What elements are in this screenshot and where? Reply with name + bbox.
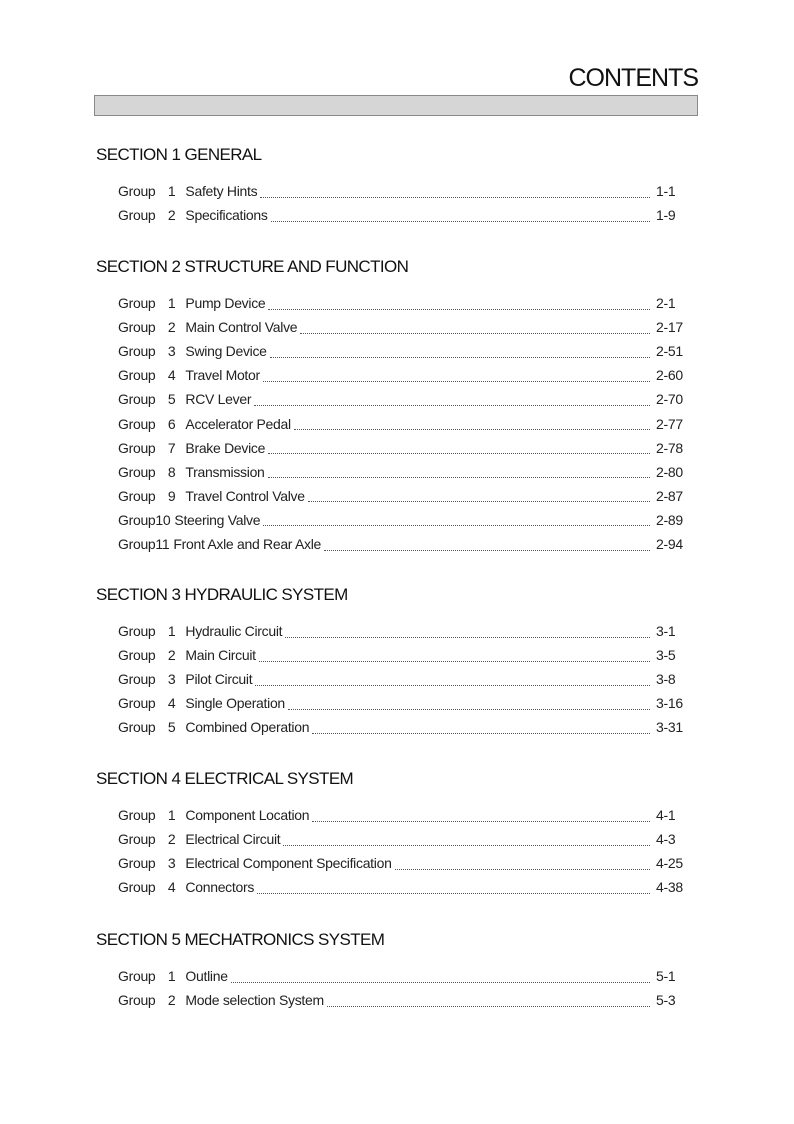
group-word: Group xyxy=(118,183,156,199)
dot-leader xyxy=(263,515,650,526)
page-number: 3-1 xyxy=(656,623,676,639)
toc-entry[interactable] xyxy=(118,391,684,411)
page-number: 4-1 xyxy=(656,807,676,823)
dot-leader xyxy=(327,996,650,1007)
toc-entry[interactable] xyxy=(118,295,684,315)
group-number: 8 xyxy=(167,463,176,480)
dot-leader xyxy=(263,371,650,382)
toc-entry[interactable] xyxy=(118,992,684,1012)
group-label xyxy=(118,623,185,639)
toc-entry[interactable] xyxy=(118,416,684,436)
group-word: Group xyxy=(118,719,156,736)
entry-title: Travel Control Valve xyxy=(185,487,305,504)
dot-leader xyxy=(268,299,650,310)
group-word: Group xyxy=(118,879,156,896)
section-heading: SECTION 2 STRUCTURE AND FUNCTION xyxy=(96,257,409,276)
entry-title: Accelerator Pedal xyxy=(185,415,291,432)
toc-entry[interactable] xyxy=(118,367,684,387)
dot-leader xyxy=(285,627,650,638)
dot-leader xyxy=(294,419,650,430)
dot-leader xyxy=(288,699,650,710)
toc-entry[interactable] xyxy=(118,488,684,508)
toc-entry[interactable] xyxy=(118,623,684,643)
group-word: Group xyxy=(118,992,156,1009)
entry-title: Travel Motor xyxy=(185,367,260,384)
group-word: Group xyxy=(118,319,156,336)
toc-entry[interactable] xyxy=(118,968,684,988)
page-number: 3-5 xyxy=(656,647,676,664)
page-number: 2-94 xyxy=(656,536,683,552)
group-label xyxy=(118,879,185,895)
entry-title: Front Axle and Rear Axle xyxy=(173,536,322,552)
group-label xyxy=(118,536,173,552)
group-number: 3 xyxy=(167,343,176,360)
dot-leader xyxy=(312,811,650,822)
entry-title: Electrical Component Specification xyxy=(185,855,392,872)
group-label xyxy=(118,207,185,223)
entry-title: Main Control Valve xyxy=(185,319,298,336)
dot-leader xyxy=(268,467,650,478)
page-number: 2-51 xyxy=(656,343,683,360)
page-number: 2-87 xyxy=(656,487,683,504)
toc-entry[interactable] xyxy=(118,464,684,484)
group-number: 9 xyxy=(167,487,176,504)
dot-leader xyxy=(260,187,650,198)
group-number: 3 xyxy=(167,855,176,872)
dot-leader xyxy=(324,540,650,551)
dot-leader xyxy=(268,443,650,454)
group-word: Group xyxy=(118,511,156,528)
toc-entry[interactable] xyxy=(118,512,684,532)
entry-title: Component Location xyxy=(185,807,310,823)
dot-leader xyxy=(312,723,650,734)
entry-title: Steering Valve xyxy=(174,511,261,528)
group-word: Group xyxy=(118,695,156,712)
group-label xyxy=(118,464,185,480)
group-word: Group xyxy=(118,463,156,480)
section-heading: SECTION 4 ELECTRICAL SYSTEM xyxy=(96,769,354,788)
entry-title: Pump Device xyxy=(185,295,266,311)
group-number: 1 xyxy=(167,623,176,639)
page-number: 4-38 xyxy=(656,879,683,896)
group-label xyxy=(118,512,174,528)
entry-title: Specifications xyxy=(185,207,268,224)
group-number: 6 xyxy=(167,415,176,432)
group-word: Group xyxy=(118,671,156,688)
group-label xyxy=(118,671,185,687)
group-number: 1 xyxy=(167,807,176,823)
entry-title: Main Circuit xyxy=(185,647,256,664)
page-number: 2-78 xyxy=(656,439,683,456)
toc-entry[interactable] xyxy=(118,879,684,899)
entry-title: Pilot Circuit xyxy=(185,671,253,688)
toc-entry[interactable] xyxy=(118,855,684,875)
group-word: Group xyxy=(118,855,156,872)
title-bar xyxy=(94,95,698,116)
toc-entry[interactable] xyxy=(118,207,684,227)
entry-title: Mode selection System xyxy=(185,992,324,1009)
group-word: Group xyxy=(118,623,156,639)
group-number: 11 xyxy=(155,536,170,552)
dot-leader xyxy=(259,651,650,662)
toc-entry[interactable] xyxy=(118,695,684,715)
group-word: Group xyxy=(118,207,156,224)
group-label xyxy=(118,968,185,984)
toc-entry[interactable] xyxy=(118,671,684,691)
group-word: Group xyxy=(118,647,156,664)
group-word: Group xyxy=(118,807,156,823)
group-number: 2 xyxy=(167,319,176,336)
toc-entry[interactable] xyxy=(118,536,684,556)
page-number: 1-1 xyxy=(656,183,676,199)
group-word: Group xyxy=(118,831,156,848)
group-label xyxy=(118,488,185,504)
toc-entry[interactable] xyxy=(118,831,684,851)
group-number: 7 xyxy=(167,439,176,456)
entry-title: RCV Lever xyxy=(185,391,252,408)
entry-title: Electrical Circuit xyxy=(185,831,281,848)
group-label xyxy=(118,647,185,663)
group-label xyxy=(118,992,185,1008)
page-title: CONTENTS xyxy=(568,64,698,92)
section-heading: SECTION 1 GENERAL xyxy=(96,145,262,164)
entry-title: Safety Hints xyxy=(185,183,258,199)
toc-entry[interactable] xyxy=(118,807,684,827)
group-word: Group xyxy=(118,536,156,552)
group-label xyxy=(118,719,185,735)
group-word: Group xyxy=(118,439,156,456)
page-number: 2-17 xyxy=(656,319,683,336)
group-number: 5 xyxy=(167,719,176,736)
group-number: 1 xyxy=(167,968,176,984)
dot-leader xyxy=(257,883,650,894)
dot-leader xyxy=(271,211,650,222)
page-number: 4-3 xyxy=(656,831,676,848)
toc-entry[interactable] xyxy=(118,719,684,739)
page-number: 2-70 xyxy=(656,391,683,408)
dot-leader xyxy=(395,859,650,870)
entry-title: Brake Device xyxy=(185,439,266,456)
toc-entry[interactable] xyxy=(118,647,684,667)
group-label xyxy=(118,367,185,383)
toc-entry[interactable] xyxy=(118,440,684,460)
group-number: 3 xyxy=(167,671,176,688)
group-number: 1 xyxy=(167,295,176,311)
group-number: 4 xyxy=(167,367,176,384)
group-number: 2 xyxy=(167,992,176,1009)
entry-title: Single Operation xyxy=(185,695,285,712)
entry-title: Combined Operation xyxy=(185,719,310,736)
group-label xyxy=(118,391,185,407)
page-number: 2-77 xyxy=(656,415,683,432)
group-number: 4 xyxy=(167,695,176,712)
page-number: 2-1 xyxy=(656,295,676,311)
group-label xyxy=(118,295,185,311)
page-number: 5-1 xyxy=(656,968,676,984)
group-word: Group xyxy=(118,391,156,408)
section-heading: SECTION 3 HYDRAULIC SYSTEM xyxy=(96,585,348,604)
group-number: 2 xyxy=(167,831,176,848)
dot-leader xyxy=(231,972,650,983)
dot-leader xyxy=(300,323,650,334)
group-label xyxy=(118,855,185,871)
group-number: 5 xyxy=(167,391,176,408)
toc-entry[interactable] xyxy=(118,319,684,339)
group-number: 10 xyxy=(155,511,171,528)
group-word: Group xyxy=(118,415,156,432)
group-number: 4 xyxy=(167,879,176,896)
group-label xyxy=(118,183,185,199)
group-word: Group xyxy=(118,487,156,504)
group-label xyxy=(118,440,185,456)
group-label xyxy=(118,319,185,335)
page-number: 2-80 xyxy=(656,463,683,480)
dot-leader xyxy=(308,491,650,502)
group-label xyxy=(118,343,185,359)
page-number: 1-9 xyxy=(656,207,676,224)
group-number: 2 xyxy=(167,647,176,664)
group-number: 1 xyxy=(167,183,176,199)
dot-leader xyxy=(283,835,650,846)
page-number: 5-3 xyxy=(656,992,676,1009)
entry-title: Outline xyxy=(185,968,228,984)
entry-title: Swing Device xyxy=(185,343,267,360)
page-number: 2-60 xyxy=(656,367,683,384)
page-number: 3-31 xyxy=(656,719,683,736)
entry-title: Connectors xyxy=(185,879,255,896)
group-word: Group xyxy=(118,295,156,311)
group-number: 2 xyxy=(167,207,176,224)
page-number: 3-16 xyxy=(656,695,683,712)
toc-entry[interactable] xyxy=(118,183,684,203)
dot-leader xyxy=(254,395,650,406)
group-word: Group xyxy=(118,367,156,384)
group-label xyxy=(118,807,185,823)
entry-title: Transmission xyxy=(185,463,265,480)
group-label xyxy=(118,695,185,711)
dot-leader xyxy=(255,675,650,686)
dot-leader xyxy=(270,347,650,358)
group-label xyxy=(118,416,185,432)
group-word: Group xyxy=(118,343,156,360)
toc-entry[interactable] xyxy=(118,343,684,363)
group-label xyxy=(118,831,185,847)
page-number: 4-25 xyxy=(656,855,683,872)
page-number: 2-89 xyxy=(656,511,683,528)
section-heading: SECTION 5 MECHATRONICS SYSTEM xyxy=(96,930,385,949)
entry-title: Hydraulic Circuit xyxy=(185,623,283,639)
group-word: Group xyxy=(118,968,156,984)
page-number: 3-8 xyxy=(656,671,676,688)
